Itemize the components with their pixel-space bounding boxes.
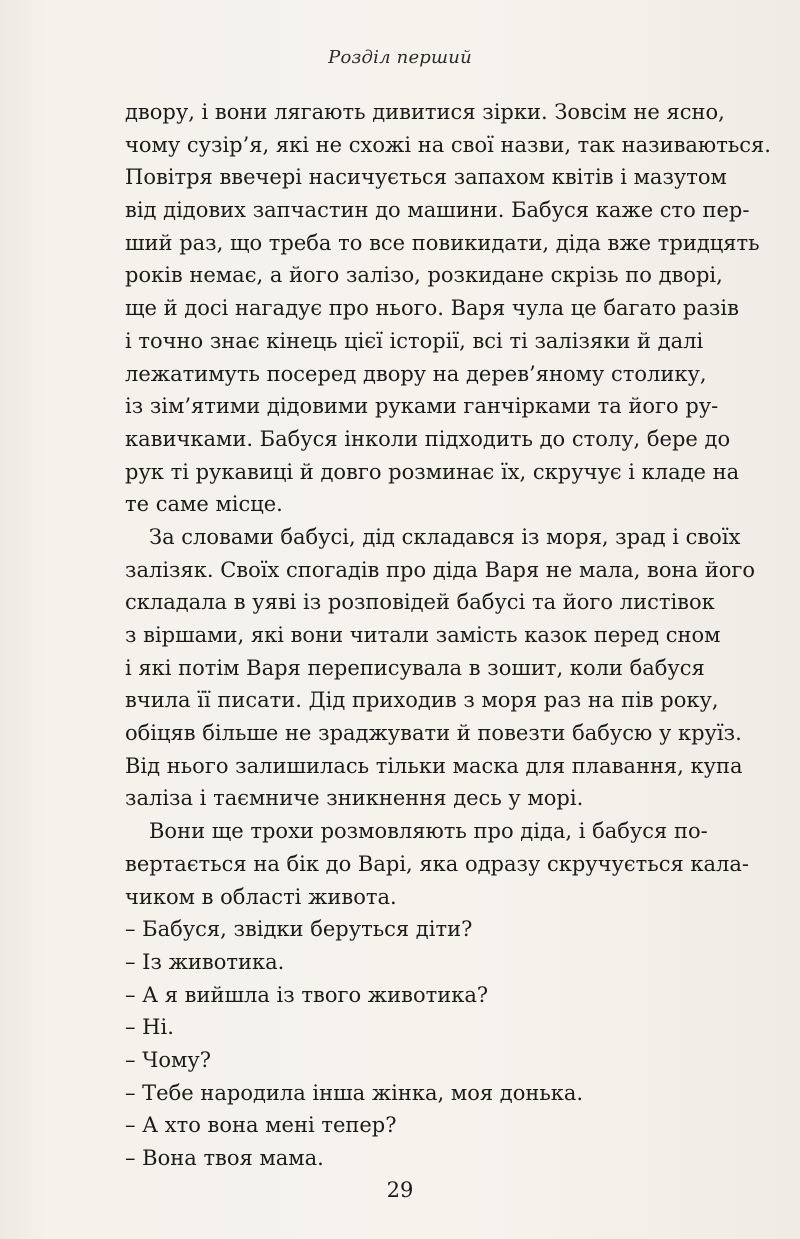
text-line: чиком в області живота.: [125, 884, 397, 909]
text-line: ший раз, що треба то все повикидати, діда вже тридцять: [125, 230, 760, 255]
text-line: залізяк. Своїх спогадів про діда Варя не мала, вона його: [125, 557, 755, 582]
dialogue-line: – Чому?: [125, 1047, 211, 1072]
text-line: і точно знає кінець цієї історії, всі ті залізяки й далі: [125, 328, 704, 353]
paragraph: [125, 96, 771, 521]
text-line: ще й досі нагадує про нього. Варя чула це багато разів: [125, 296, 739, 321]
text-line: років немає, а його залізо, розкидане скрізь по дворі,: [125, 263, 723, 288]
text-line: Від нього залишилась тільки маска для плавання, купа: [125, 753, 743, 778]
paragraph: [125, 521, 755, 815]
page-number: 29: [386, 1178, 414, 1202]
paragraph: [125, 815, 750, 913]
dialogue-line: – Із животика.: [125, 949, 285, 974]
text-line: [125, 815, 708, 848]
dialogue-line: – Тебе народила інша жінка, моя донька.: [125, 1080, 584, 1105]
dialogue-line: – Вона твоя мама.: [125, 1146, 324, 1170]
text-line: складала в уяві із розповідей бабусі та його листівок: [125, 590, 715, 615]
text-line: від дідових запчастин до машини. Бабуся каже сто пер-: [125, 198, 750, 223]
text-line: із зім’ятими дідовими руками ганчірками та його ру-: [125, 394, 719, 419]
text-line: те саме місце.: [125, 492, 283, 517]
text-line: і які потім Варя переписувала в зошит, коли бабуся: [125, 655, 705, 680]
dialogue-block: [125, 913, 680, 1175]
text-line: заліза і таємниче зникнення десь у морі.: [125, 786, 584, 811]
running-head: Розділ перший: [328, 47, 472, 68]
text-line: кавичками. Бабуся інколи підходить до столу, бере до: [125, 426, 731, 451]
text-line: чому сузір’я, які не схожі на свої назви, так називаються.: [125, 132, 771, 157]
text-line: з віршами, які вони читали замість казок перед сном: [125, 623, 721, 647]
text-line: Повітря ввечері насичується запахом квітів і мазутом: [125, 165, 727, 190]
text-line: рук ті рукавиці й довго розминає їх, скручує і кладе на: [125, 459, 740, 484]
text-line: вчила її писати. Дід приходив з моря раз на пів року,: [125, 688, 719, 713]
dialogue-line: – А хто вона мені тепер?: [125, 1113, 397, 1138]
dialogue-line: [125, 913, 680, 946]
text-line: обіцяв більше не зраджувати й повезти бабусю у круїз.: [125, 721, 742, 746]
dialogue-line: – А я вийшла із твого животика?: [125, 982, 489, 1007]
text-line: [125, 521, 741, 554]
text-line-content: Вони ще трохи розмовляють про діда, і бабуся по-: [149, 819, 708, 844]
body-text: [125, 96, 771, 1175]
dialogue-text: – Бабуся, звідки беруться діти?: [125, 917, 473, 942]
text-line: двору, і вони лягають дивитися зірки. Зовсім не ясно,: [125, 100, 725, 124]
text-line: лежатимуть посеред двору на дерев’яному столику,: [125, 361, 707, 386]
text-line-content: За словами бабусі, дід складався із моря, зрад і своїх: [149, 524, 741, 549]
dialogue-line: – Ні.: [125, 1015, 174, 1040]
text-line: вертається на бік до Варі, яка одразу скручується кала-: [125, 851, 750, 876]
